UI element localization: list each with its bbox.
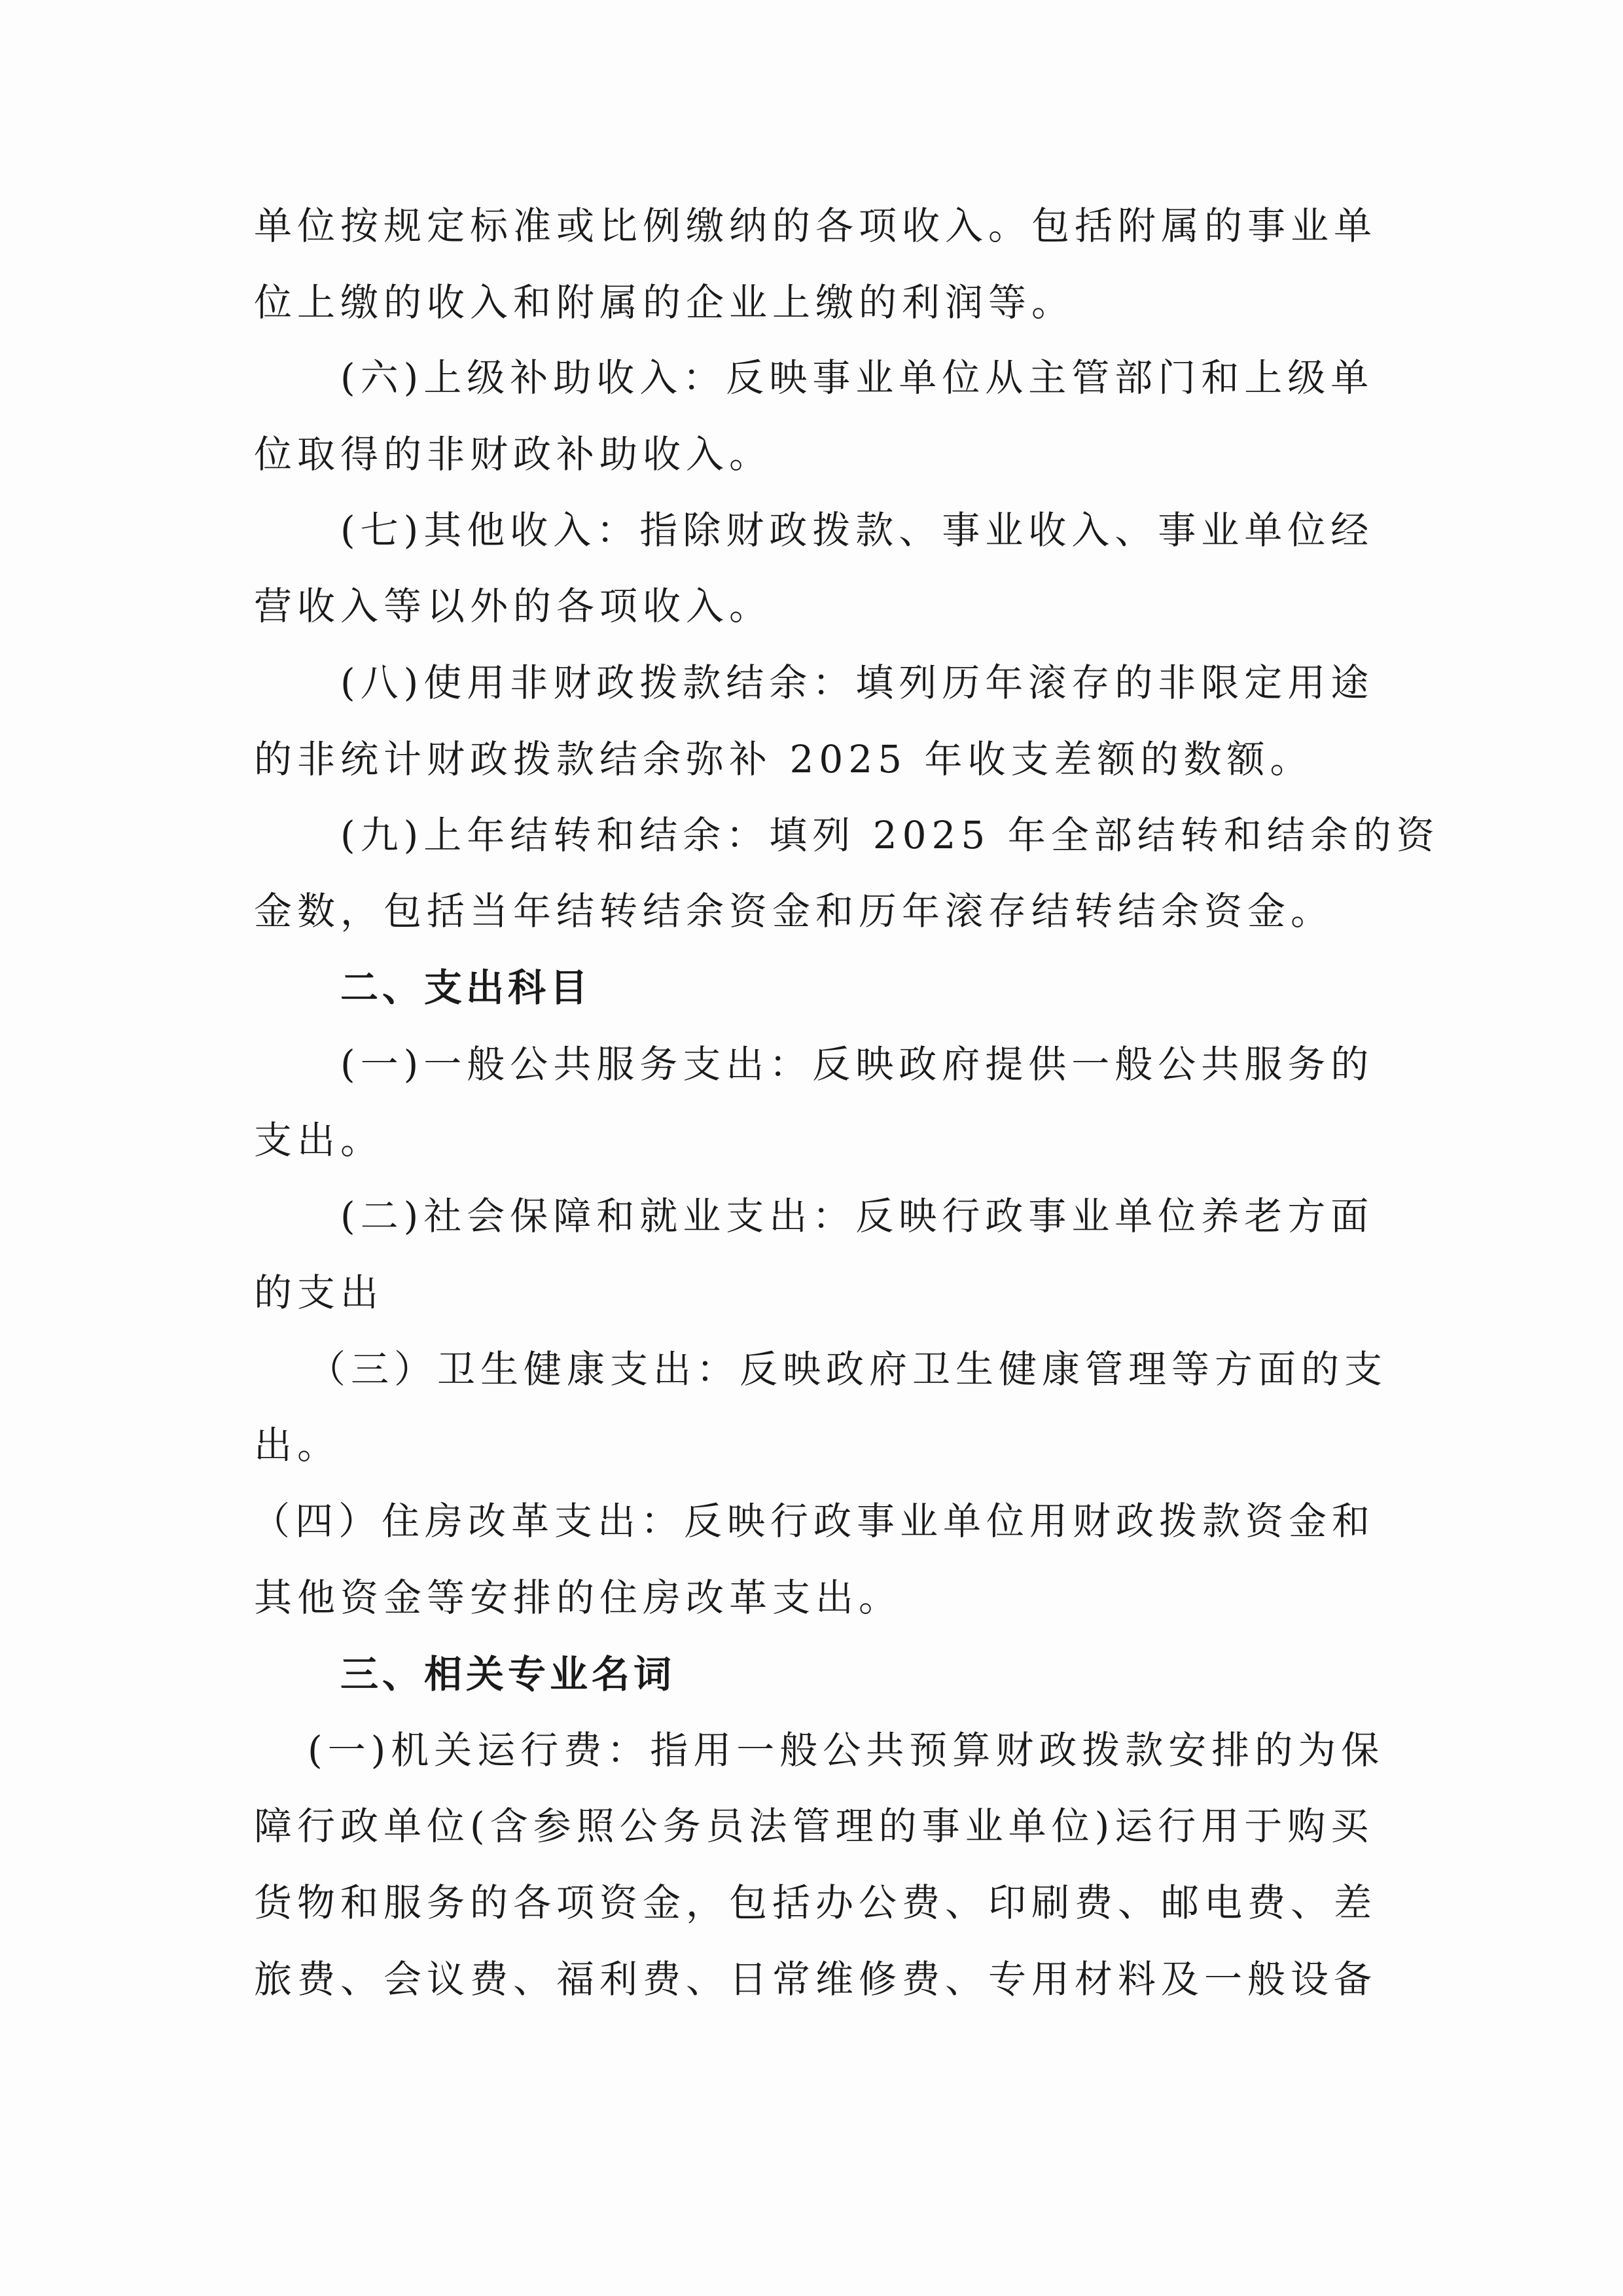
section-heading: 三、相关专业名词	[340, 1652, 676, 1696]
text-line: 其他资金等安排的住房改革支出。	[254, 1575, 902, 1620]
text-line: (一)机关运行费：指用一般公共预算财政拨款安排的为保	[308, 1728, 1385, 1772]
text-line: 的非统计财政拨款结余弥补 2025 年收支差额的数额。	[254, 737, 1313, 781]
text-line: 金数，包括当年结转结余资金和历年滚存结转结余资金。	[254, 889, 1334, 933]
text-line: (九)上年结转和结余：填列 2025 年全部结转和结余的资	[340, 813, 1440, 857]
text-line: (一)一般公共服务支出：反映政府提供一般公共服务的	[340, 1042, 1374, 1086]
text-line: (七)其他收入：指除财政拨款、事业收入、事业单位经	[340, 508, 1374, 552]
section-heading: 二、支出科目	[340, 965, 592, 1010]
text-line: (八)使用非财政拨款结余：填列历年滚存的非限定用途	[340, 660, 1374, 705]
text-line: 支出。	[254, 1118, 384, 1162]
text-line: 的支出	[254, 1270, 384, 1315]
text-line: (六)上级补助收入：反映事业单位从主管部门和上级单	[340, 355, 1374, 400]
text-line: （三）卫生健康支出：反映政府卫生健康管理等方面的支	[308, 1347, 1388, 1391]
text-line: 位上缴的收入和附属的企业上缴的利润等。	[254, 280, 1075, 325]
text-line: 位取得的非财政补助收入。	[254, 432, 773, 476]
text-line: 货物和服务的各项资金，包括办公费、印刷费、邮电费、差	[254, 1880, 1378, 1925]
text-line: 障行政单位(含参照公务员法管理的事业单位)运行用于购买	[254, 1804, 1374, 1848]
text-line: 营收入等以外的各项收入。	[254, 584, 773, 628]
text-line: 旅费、会议费、福利费、日常维修费、专用材料及一般设备	[254, 1957, 1378, 2001]
text-line: 单位按规定标准或比例缴纳的各项收入。包括附属的事业单	[254, 204, 1378, 248]
text-line: 出。	[254, 1423, 341, 1467]
text-line: （四）住房改革支出：反映行政事业单位用财政拨款资金和	[252, 1499, 1376, 1543]
text-line: (二)社会保障和就业支出：反映行政事业单位养老方面	[340, 1194, 1374, 1238]
